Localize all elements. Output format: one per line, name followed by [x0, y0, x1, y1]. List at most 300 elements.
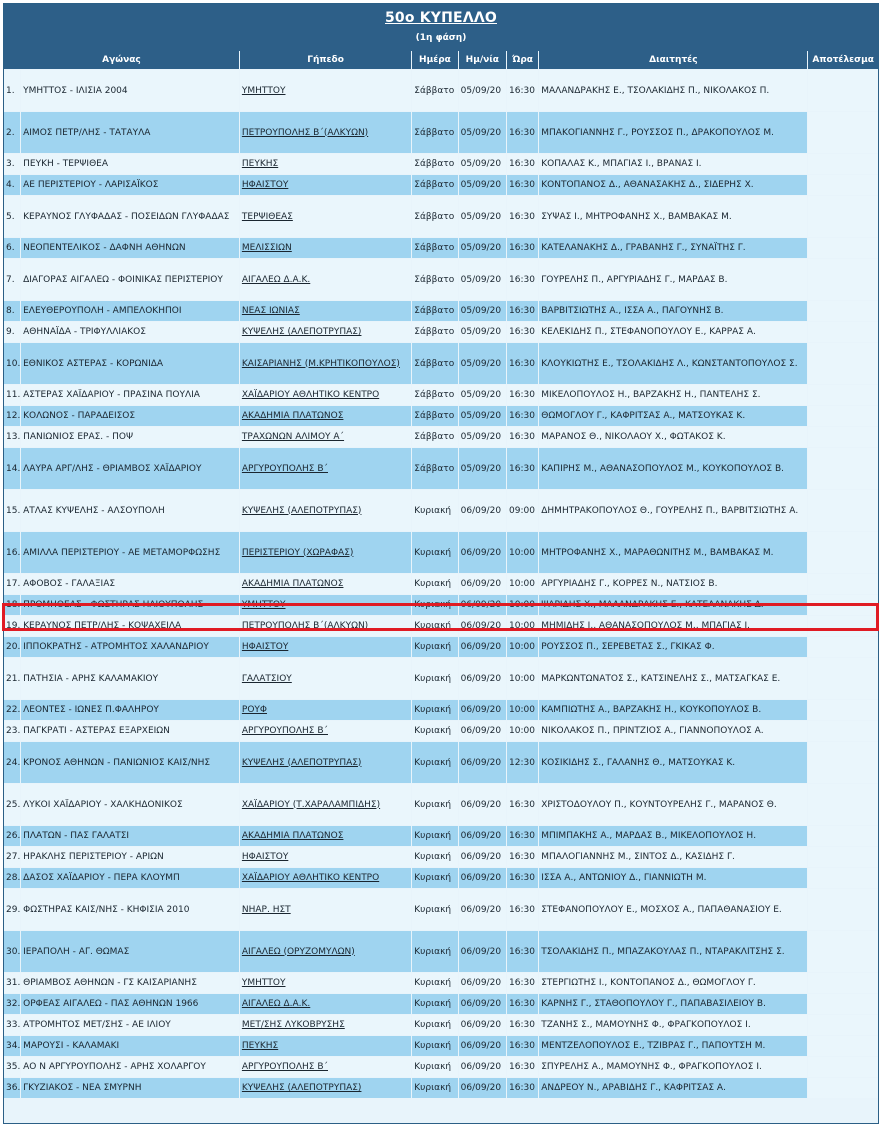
match-name: ΛΕΟΝΤΕΣ - ΙΩΝΕΣ Π.ΦΑΛΗΡΟΥ — [21, 700, 239, 720]
field-link-text[interactable]: ΝΕΑΣ ΙΩΝΙΑΣ — [241, 306, 300, 316]
row-number: 34. — [4, 1036, 20, 1056]
result-cell — [808, 385, 878, 405]
match-day: Κυριακή — [412, 889, 457, 930]
field-link[interactable] — [240, 742, 411, 783]
field-link[interactable] — [240, 1057, 411, 1077]
match-date: 06/09/20 — [459, 658, 506, 699]
referees: ΚΟΝΤΟΠΑΝΟΣ Δ., ΑΘΑΝΑΣΑΚΗΣ Δ., ΣΙΔΕΡΗΣ Χ. — [539, 175, 807, 195]
match-day: Κυριακή — [412, 574, 457, 594]
table-row — [4, 784, 878, 825]
table-row — [4, 343, 878, 384]
match-name: ΔΑΣΟΣ ΧΑΪΔΑΡΙΟΥ - ΠΕΡΑ ΚΛΟΥΜΠ — [21, 868, 239, 888]
referees: ΚΑΠΙΡΗΣ Μ., ΑΘΑΝΑΣΟΠΟΥΛΟΣ Μ., ΚΟΥΚΟΠΟΥΛΟΣ Β. — [539, 448, 807, 489]
match-day: Σάββατο — [412, 406, 457, 426]
row-number: 1. — [4, 70, 20, 111]
field-link[interactable] — [240, 490, 411, 531]
referees: ΜΑΡΑΝΟΣ Θ., ΝΙΚΟΛΑΟΥ Χ., ΦΩΤΑΚΟΣ Κ. — [539, 427, 807, 447]
field-link-text[interactable]: ΑΚΑΔΗΜΙΑ ΠΛΑΤΩΝΟΣ — [241, 831, 344, 841]
result-cell — [808, 994, 878, 1014]
field-link-text[interactable]: ΡΟΥΦ — [241, 705, 267, 715]
table-row — [4, 301, 878, 321]
match-time: 16:30 — [507, 889, 538, 930]
referees: ΚΛΟΥΚΙΩΤΗΣ Ε., ΤΣΟΛΑΚΙΔΗΣ Λ., ΚΩΝΣΤΑΝΤΟΠΟΥΛΟΣ Σ. — [539, 343, 807, 384]
referees: ΙΣΣΑ Α., ΑΝΤΩΝΙΟΥ Δ., ΓΙΑΝΝΙΩΤΗ Μ. — [539, 868, 807, 888]
match-date: 06/09/20 — [459, 1057, 506, 1077]
field-link[interactable] — [240, 196, 411, 237]
result-cell — [808, 868, 878, 888]
match-name: ΘΡΙΑΜΒΟΣ ΑΘΗΝΩΝ - ΓΣ ΚΑΙΣΑΡΙΑΝΗΣ — [21, 973, 239, 993]
result-cell — [808, 196, 878, 237]
match-date: 06/09/20 — [459, 721, 506, 741]
field-link[interactable] — [240, 721, 411, 741]
match-name: ΗΡΑΚΛΗΣ ΠΕΡΙΣΤΕΡΙΟΥ - ΑΡΙΩΝ — [21, 847, 239, 867]
match-time: 16:30 — [507, 301, 538, 321]
match-name: ΓΚΥΖΙΑΚΟΣ - ΝΕΑ ΣΜΥΡΝΗ — [21, 1078, 239, 1098]
row-number: 13. — [4, 427, 20, 447]
referees: ΜΠΑΛΟΓΙΑΝΝΗΣ Μ., ΣΙΝΤΟΣ Δ., ΚΑΣΙΔΗΣ Γ. — [539, 847, 807, 867]
result-cell — [808, 322, 878, 342]
match-date: 06/09/20 — [459, 889, 506, 930]
table-row — [4, 637, 878, 657]
field-link-text[interactable]: ΤΡΑΧΩΝΩΝ ΑΛΙΜΟΥ Α΄ — [241, 432, 345, 442]
row-number: 22. — [4, 700, 20, 720]
table-row — [4, 238, 878, 258]
result-cell — [808, 301, 878, 321]
match-day: Σάββατο — [412, 385, 457, 405]
field-link-text[interactable]: ΑΙΓΑΛΕΩ (ΟΡΥΖΟΜΥΛΩΝ) — [241, 946, 355, 957]
match-time: 16:30 — [507, 931, 538, 972]
match-date: 05/09/20 — [459, 301, 506, 321]
field-link-text[interactable]: ΑΡΓΥΡΟΥΠΟΛΗΣ Β΄ — [241, 726, 328, 736]
table-row — [4, 322, 878, 342]
match-date: 06/09/20 — [459, 490, 506, 531]
table-row — [4, 931, 878, 972]
result-cell — [808, 637, 878, 657]
field-link-text[interactable]: ΠΕΤΡΟΥΠΟΛΗΣ Β΄(ΑΛΚΥΩΝ) — [241, 621, 369, 631]
row-number: 2. — [4, 112, 20, 153]
field-link[interactable] — [240, 700, 411, 720]
table-row — [4, 1036, 878, 1056]
referees: ΚΕΛΕΚΙΔΗΣ Π., ΣΤΕΦΑΝΟΠΟΥΛΟΥ Ε., ΚΑΡΡΑΣ Α. — [539, 322, 807, 342]
match-date: 06/09/20 — [459, 994, 506, 1014]
match-day: Κυριακή — [412, 742, 457, 783]
field-link[interactable] — [240, 532, 411, 573]
match-day: Κυριακή — [412, 994, 457, 1014]
field-link-text[interactable]: ΥΜΗΤΤΟΥ — [241, 978, 286, 988]
row-number: 25. — [4, 784, 20, 825]
field-link[interactable] — [240, 616, 411, 636]
field-link[interactable] — [240, 406, 411, 426]
match-day: Σάββατο — [412, 196, 457, 237]
page-subtitle: (1η φάση) — [415, 33, 467, 43]
match-date: 06/09/20 — [459, 595, 506, 615]
field-link-text[interactable]: ΚΥΨΕΛΗΣ (ΑΛΕΠΟΤΡΥΠΑΣ) — [241, 1083, 362, 1093]
match-time: 09:00 — [507, 490, 538, 531]
referees: ΜΕΝΤΖΕΛΟΠΟΥΛΟΣ Ε., ΤΖΙΒΡΑΣ Γ., ΠΑΠΟΥΤΣΗ Μ. — [539, 1036, 807, 1056]
match-day: Κυριακή — [412, 847, 457, 867]
referees: ΒΑΡΒΙΤΣΙΩΤΗΣ Α., ΙΣΣΑ Α., ΠΑΓΟΥΝΗΣ Β. — [539, 301, 807, 321]
table-row — [4, 112, 878, 153]
field-link[interactable] — [240, 994, 411, 1014]
match-name: ΠΑΤΗΣΙΑ - ΑΡΗΣ ΚΑΛΑΜΑΚΙΟΥ — [21, 658, 239, 699]
col-header-date: Ημ/νία — [459, 51, 506, 69]
field-link[interactable] — [240, 574, 411, 594]
referees: ΜΗΤΡΟΦΑΝΗΣ Χ., ΜΑΡΑΘΩΝΙΤΗΣ Μ., ΒΑΜΒΑΚΑΣ Μ. — [539, 532, 807, 573]
match-time: 16:30 — [507, 427, 538, 447]
referees: ΑΡΓΥΡΙΑΔΗΣ Γ., ΚΟΡΡΕΣ Ν., ΝΑΤΣΙΟΣ Β. — [539, 574, 807, 594]
field-link[interactable] — [240, 322, 411, 342]
match-time: 16:30 — [507, 1078, 538, 1098]
field-link-text[interactable]: ΜΕΤ/ΣΗΣ ΛΥΚΟΒΡΥΣΗΣ — [241, 1020, 345, 1030]
match-date: 05/09/20 — [459, 385, 506, 405]
match-name: ΥΜΗΤΤΟΣ - ΙΛΙΣΙΑ 2004 — [21, 70, 239, 111]
field-link-text[interactable]: ΠΕΥΚΗΣ — [241, 1041, 279, 1051]
row-number: 19. — [4, 616, 20, 636]
field-link-text[interactable]: ΜΕΛΙΣΣΙΩΝ — [241, 243, 292, 253]
title-bar — [4, 4, 878, 51]
referees: ΜΗΜΙΔΗΣ Ι., ΑΘΑΝΑΣΟΠΟΥΛΟΣ Μ., ΜΠΑΓΙΑΣ Ι. — [539, 616, 807, 636]
result-cell — [808, 574, 878, 594]
referees: ΜΠΑΚΟΓΙΑΝΝΗΣ Γ., ΡΟΥΣΣΟΣ Π., ΔΡΑΚΟΠΟΥΛΟΣ Μ. — [539, 112, 807, 153]
match-day: Σάββατο — [412, 70, 457, 111]
field-link-text[interactable]: ΠΕΤΡΟΥΠΟΛΗΣ Β΄(ΑΛΚΥΩΝ) — [241, 127, 369, 138]
match-day: Κυριακή — [412, 1036, 457, 1056]
field-link[interactable] — [240, 931, 411, 972]
table-row — [4, 658, 878, 699]
result-cell — [808, 259, 878, 300]
referees: ΡΟΥΣΣΟΣ Π., ΣΕΡΕΒΕΤΑΣ Σ., ΓΚΙΚΑΣ Φ. — [539, 637, 807, 657]
field-link-text[interactable]: ΑΚΑΔΗΜΙΑ ΠΛΑΤΩΝΟΣ — [241, 411, 344, 421]
field-link-text[interactable]: ΧΑΪΔΑΡΙΟΥ ΑΘΛΗΤΙΚΟ ΚΕΝΤΡΟ — [241, 873, 380, 883]
match-time: 16:30 — [507, 1036, 538, 1056]
match-day: Κυριακή — [412, 1078, 457, 1098]
field-link[interactable] — [240, 595, 411, 615]
referees: ΚΟΠΑΛΑΣ Κ., ΜΠΑΓΙΑΣ Ι., ΒΡΑΝΑΣ Ι. — [539, 154, 807, 174]
match-name: ΚΕΡΑΥΝΟΣ ΠΕΤΡ/ΛΗΣ - ΚΟΨΑΧΕΙΛΑ — [21, 616, 239, 636]
match-time: 10:00 — [507, 700, 538, 720]
field-link[interactable] — [240, 847, 411, 867]
match-time: 16:30 — [507, 343, 538, 384]
table-row — [4, 532, 878, 573]
referees: ΜΠΙΜΠΑΚΗΣ Α., ΜΑΡΔΑΣ Β., ΜΙΚΕΛΟΠΟΥΛΟΣ Η. — [539, 826, 807, 846]
row-number: 31. — [4, 973, 20, 993]
row-number: 6. — [4, 238, 20, 258]
match-day: Σάββατο — [412, 448, 457, 489]
field-link[interactable] — [240, 70, 411, 111]
row-number: 18. — [4, 595, 20, 615]
result-cell — [808, 406, 878, 426]
result-cell — [808, 1015, 878, 1035]
row-number: 15. — [4, 490, 20, 531]
result-cell — [808, 721, 878, 741]
row-number: 28. — [4, 868, 20, 888]
match-time: 16:30 — [507, 868, 538, 888]
table-row — [4, 385, 878, 405]
field-link[interactable] — [240, 868, 411, 888]
result-cell — [808, 70, 878, 111]
field-link[interactable] — [240, 637, 411, 657]
table-row — [4, 1015, 878, 1035]
match-time: 10:00 — [507, 721, 538, 741]
result-cell — [808, 1078, 878, 1098]
referees: ΑΝΔΡΕΟΥ Ν., ΑΡΑΒΙΔΗΣ Γ., ΚΑΦΡΙΤΣΑΣ Α. — [539, 1078, 807, 1098]
table-row — [4, 826, 878, 846]
referees: ΣΤΕΦΑΝΟΠΟΥΛΟΥ Ε., ΜΟΣΧΟΣ Α., ΠΑΠΑΘΑΝΑΣΙΟΥ Ε. — [539, 889, 807, 930]
match-day: Σάββατο — [412, 301, 457, 321]
row-number: 7. — [4, 259, 20, 300]
match-date: 05/09/20 — [459, 175, 506, 195]
match-day: Σάββατο — [412, 343, 457, 384]
field-link[interactable] — [240, 385, 411, 405]
match-name: ΟΡΦΕΑΣ ΑΙΓΑΛΕΩ - ΠΑΣ ΑΘΗΝΩΝ 1966 — [21, 994, 239, 1014]
match-day: Κυριακή — [412, 1015, 457, 1035]
match-time: 12:30 — [507, 742, 538, 783]
match-name: ΙΕΡΑΠΟΛΗ - ΑΓ. ΘΩΜΑΣ — [21, 931, 239, 972]
field-link-text[interactable]: ΓΑΛΑΤΣΙΟΥ — [241, 673, 292, 684]
page-title[interactable]: 50ο ΚΥΠΕΛΛΟ — [384, 10, 497, 26]
row-number: 5. — [4, 196, 20, 237]
field-link-text[interactable]: ΑΙΓΑΛΕΩ Δ.Α.Κ. — [241, 274, 311, 285]
field-link[interactable] — [240, 1036, 411, 1056]
match-name: ΛΥΚΟΙ ΧΑΪΔΑΡΙΟΥ - ΧΑΛΚΗΔΟΝΙΚΟΣ — [21, 784, 239, 825]
field-link[interactable] — [240, 784, 411, 825]
match-name: ΑΤΡΟΜΗΤΟΣ ΜΕΤ/ΣΗΣ - ΑΕ ΙΛΙΟΥ — [21, 1015, 239, 1035]
match-day: Κυριακή — [412, 868, 457, 888]
match-date: 05/09/20 — [459, 112, 506, 153]
field-link-text[interactable]: ΠΕΡΙΣΤΕΡΙΟΥ (ΧΩΡΑΦΑΣ) — [241, 547, 354, 558]
field-link[interactable] — [240, 154, 411, 174]
table-row — [4, 154, 878, 174]
field-link-text[interactable]: ΠΕΥΚΗΣ — [241, 159, 279, 169]
match-day: Κυριακή — [412, 973, 457, 993]
field-link-text[interactable]: ΚΑΙΣΑΡΙΑΝΗΣ (Μ.ΚΡΗΤΙΚΟΠΟΥΛΟΣ) — [241, 358, 400, 369]
field-link[interactable] — [240, 427, 411, 447]
match-time: 16:30 — [507, 784, 538, 825]
match-date: 06/09/20 — [459, 1078, 506, 1098]
match-name: ΙΠΠΟΚΡΑΤΗΣ - ΑΤΡΟΜΗΤΟΣ ΧΑΛΑΝΔΡΙΟΥ — [21, 637, 239, 657]
match-name: ΔΙΑΓΟΡΑΣ ΑΙΓΑΛΕΩ - ΦΟΙΝΙΚΑΣ ΠΕΡΙΣΤΕΡΙΟΥ — [21, 259, 239, 300]
field-link-text[interactable]: ΗΦΑΙΣΤΟΥ — [241, 852, 289, 862]
referees: ΚΑΡΝΗΣ Γ., ΣΤΑΘΟΠΟΥΛΟΥ Γ., ΠΑΠΑΒΑΣΙΛΕΙΟΥ Β. — [539, 994, 807, 1014]
field-link[interactable] — [240, 238, 411, 258]
table-row — [4, 994, 878, 1014]
match-day: Σάββατο — [412, 259, 457, 300]
match-name: ΑΟ Ν ΑΡΓΥΡΟΥΠΟΛΗΣ - ΑΡΗΣ ΧΟΛΑΡΓΟΥ — [21, 1057, 239, 1077]
result-cell — [808, 154, 878, 174]
result-cell — [808, 448, 878, 489]
match-name: ΦΩΣΤΗΡΑΣ ΚΑΙΣ/ΝΗΣ - ΚΗΦΙΣΙΑ 2010 — [21, 889, 239, 930]
col-header-field: Γήπεδο — [240, 51, 411, 69]
match-date: 06/09/20 — [459, 868, 506, 888]
match-time: 16:30 — [507, 826, 538, 846]
row-number: 26. — [4, 826, 20, 846]
table-row — [4, 1078, 878, 1098]
field-link-text[interactable]: ΚΥΨΕΛΗΣ (ΑΛΕΠΟΤΡΥΠΑΣ) — [241, 505, 362, 516]
table-row — [4, 259, 878, 300]
field-link-text[interactable]: ΗΦΑΙΣΤΟΥ — [241, 642, 289, 652]
match-name: ΝΕΟΠΕΝΤΕΛΙΚΟΣ - ΔΑΦΝΗ ΑΘΗΝΩΝ — [21, 238, 239, 258]
field-link[interactable] — [240, 973, 411, 993]
match-name: ΑΘΗΝΑΪΔΑ - ΤΡΙΦΥΛΛΙΑΚΟΣ — [21, 322, 239, 342]
field-link[interactable] — [240, 259, 411, 300]
match-date: 06/09/20 — [459, 616, 506, 636]
match-day: Κυριακή — [412, 637, 457, 657]
match-time: 10:00 — [507, 532, 538, 573]
row-number: 24. — [4, 742, 20, 783]
field-link[interactable] — [240, 175, 411, 195]
match-name: ΠΕΥΚΗ - ΤΕΡΨΙΘΕΑ — [21, 154, 239, 174]
row-number: 21. — [4, 658, 20, 699]
result-cell — [808, 658, 878, 699]
match-time: 16:30 — [507, 112, 538, 153]
match-time: 10:00 — [507, 637, 538, 657]
match-day: Κυριακή — [412, 490, 457, 531]
field-link-text[interactable]: ΥΜΗΤΤΟΥ — [241, 85, 286, 96]
match-time: 10:00 — [507, 658, 538, 699]
referees: ΤΣΟΛΑΚΙΔΗΣ Π., ΜΠΑΖΑΚΟΥΛΑΣ Π., ΝΤΑΡΑΚΛΙΤΣΗΣ Σ. — [539, 931, 807, 972]
match-day: Σάββατο — [412, 322, 457, 342]
row-number: 4. — [4, 175, 20, 195]
match-date: 06/09/20 — [459, 973, 506, 993]
field-link[interactable] — [240, 448, 411, 489]
row-number: 11. — [4, 385, 20, 405]
table-row — [4, 616, 878, 636]
field-link-text[interactable]: ΧΑΪΔΑΡΙΟΥ (Τ.ΧΑΡΑΛΑΜΠΙΔΗΣ) — [241, 799, 381, 810]
result-cell — [808, 616, 878, 636]
match-date: 05/09/20 — [459, 154, 506, 174]
field-link-text[interactable]: ΚΥΨΕΛΗΣ (ΑΛΕΠΟΤΡΥΠΑΣ) — [241, 757, 362, 768]
match-day: Σάββατο — [412, 154, 457, 174]
match-time: 10:00 — [507, 574, 538, 594]
col-header-result: Αποτέλεσμα — [808, 51, 878, 69]
row-number: 27. — [4, 847, 20, 867]
referees: ΜΑΛΑΝΔΡΑΚΗΣ Ε., ΤΣΟΛΑΚΙΔΗΣ Π., ΝΙΚΟΛΑΚΟΣ Π. — [539, 70, 807, 111]
table-row — [4, 595, 878, 615]
match-date: 06/09/20 — [459, 574, 506, 594]
match-date: 05/09/20 — [459, 448, 506, 489]
match-day: Σάββατο — [412, 238, 457, 258]
match-date: 06/09/20 — [459, 931, 506, 972]
referees: ΝΙΚΟΛΑΚΟΣ Π., ΠΡΙΝΤΖΙΟΣ Α., ΓΙΑΝΝΟΠΟΥΛΟΣ Α. — [539, 721, 807, 741]
referees: ΤΖΑΝΗΣ Σ., ΜΑΜΟΥΝΗΣ Φ., ΦΡΑΓΚΟΠΟΥΛΟΣ Ι. — [539, 1015, 807, 1035]
match-day: Σάββατο — [412, 427, 457, 447]
row-number: 17. — [4, 574, 20, 594]
field-link[interactable] — [240, 112, 411, 153]
result-cell — [808, 490, 878, 531]
table-row — [4, 427, 878, 447]
match-time: 10:00 — [507, 595, 538, 615]
field-link-text[interactable]: ΤΕΡΨΙΘΕΑΣ — [241, 211, 293, 222]
match-time: 16:30 — [507, 154, 538, 174]
table-row — [4, 406, 878, 426]
result-cell — [808, 1036, 878, 1056]
field-link-text[interactable]: ΑΡΓΥΡΟΥΠΟΛΗΣ Β΄ — [241, 1062, 328, 1072]
col-header-referees: Διαιτητές — [539, 51, 807, 69]
match-name: ΜΑΡΟΥΣΙ - ΚΑΛΑΜΑΚΙ — [21, 1036, 239, 1056]
match-date: 05/09/20 — [459, 70, 506, 111]
field-link-text[interactable]: ΗΦΑΙΣΤΟΥ — [241, 180, 289, 190]
match-name: ΑΕ ΠΕΡΙΣΤΕΡΙΟΥ - ΛΑΡΙΣΑΪΚΟΣ — [21, 175, 239, 195]
result-cell — [808, 595, 878, 615]
match-day: Κυριακή — [412, 784, 457, 825]
row-number: 35. — [4, 1057, 20, 1077]
match-name: ΕΛΕΥΘΕΡΟΥΠΟΛΗ - ΑΜΠΕΛΟΚΗΠΟΙ — [21, 301, 239, 321]
result-cell — [808, 700, 878, 720]
match-day: Κυριακή — [412, 826, 457, 846]
result-cell — [808, 847, 878, 867]
match-date: 06/09/20 — [459, 847, 506, 867]
field-link-text[interactable]: ΚΥΨΕΛΗΣ (ΑΛΕΠΟΤΡΥΠΑΣ) — [241, 327, 362, 337]
match-name: ΕΘΝΙΚΟΣ ΑΣΤΕΡΑΣ - ΚΟΡΩΝΙΔΑ — [21, 343, 239, 384]
field-link[interactable] — [240, 1015, 411, 1035]
result-cell — [808, 532, 878, 573]
table-row — [4, 70, 878, 111]
field-link-text[interactable]: ΧΑΪΔΑΡΙΟΥ ΑΘΛΗΤΙΚΟ ΚΕΝΤΡΟ — [241, 390, 380, 400]
field-link-text[interactable]: ΥΜΗΤΤΟΥ — [241, 600, 286, 610]
match-time: 16:30 — [507, 973, 538, 993]
referees: ΚΑΜΠΙΩΤΗΣ Α., ΒΑΡΖΑΚΗΣ Η., ΚΟΥΚΟΠΟΥΛΟΣ Β. — [539, 700, 807, 720]
field-link-text[interactable]: ΑΙΓΑΛΕΩ Δ.Α.Κ. — [241, 999, 311, 1009]
field-link[interactable] — [240, 1078, 411, 1098]
table-row — [4, 700, 878, 720]
match-date: 05/09/20 — [459, 259, 506, 300]
result-cell — [808, 889, 878, 930]
match-date: 06/09/20 — [459, 1015, 506, 1035]
field-link-text[interactable]: ΑΚΑΔΗΜΙΑ ΠΛΑΤΩΝΟΣ — [241, 579, 344, 589]
match-day: Σάββατο — [412, 175, 457, 195]
match-name: ΑΤΛΑΣ ΚΥΨΕΛΗΣ - ΑΛΣΟΥΠΟΛΗ — [21, 490, 239, 531]
table-row — [4, 448, 878, 489]
table-row — [4, 196, 878, 237]
match-name: ΚΕΡΑΥΝΟΣ ΓΛΥΦΑΔΑΣ - ΠΟΣΕΙΔΩΝ ΓΛΥΦΑΔΑΣ — [21, 196, 239, 237]
field-link[interactable] — [240, 658, 411, 699]
row-number: 8. — [4, 301, 20, 321]
table-header-row — [4, 51, 878, 69]
table-row — [4, 742, 878, 783]
match-name: ΠΑΓΚΡΑΤΙ - ΑΣΤΕΡΑΣ ΕΞΑΡΧΕΙΩΝ — [21, 721, 239, 741]
field-link[interactable] — [240, 889, 411, 930]
field-link[interactable] — [240, 343, 411, 384]
result-cell — [808, 343, 878, 384]
match-time: 16:30 — [507, 322, 538, 342]
match-day: Κυριακή — [412, 595, 457, 615]
match-name: ΑΜΙΛΛΑ ΠΕΡΙΣΤΕΡΙΟΥ - ΑΕ ΜΕΤΑΜΟΡΦΩΣΗΣ — [21, 532, 239, 573]
table-row — [4, 1057, 878, 1077]
field-link[interactable] — [240, 301, 411, 321]
field-link-text[interactable]: ΑΡΓΥΡΟΥΠΟΛΗΣ Β΄ — [241, 463, 328, 474]
match-day: Κυριακή — [412, 700, 457, 720]
match-day: Κυριακή — [412, 658, 457, 699]
referees: ΜΙΚΕΛΟΠΟΥΛΟΣ Η., ΒΑΡΖΑΚΗΣ Η., ΠΑΝΤΕΛΗΣ Σ. — [539, 385, 807, 405]
table-row — [4, 574, 878, 594]
cup-fixtures-panel — [3, 3, 879, 1124]
match-time: 16:30 — [507, 406, 538, 426]
match-name: ΠΡΟΜΗΘΕΑΣ - ΦΩΣΤΗΡΑΣ ΗΛΙΟΥΠΟΛΗΣ — [21, 595, 239, 615]
result-cell — [808, 427, 878, 447]
table-row — [4, 868, 878, 888]
match-name: ΚΡΟΝΟΣ ΑΘΗΝΩΝ - ΠΑΝΙΩΝΙΟΣ ΚΑΙΣ/ΝΗΣ — [21, 742, 239, 783]
match-name: ΑΦΟΒΟΣ - ΓΑΛΑΞΙΑΣ — [21, 574, 239, 594]
row-number: 30. — [4, 931, 20, 972]
match-date: 05/09/20 — [459, 322, 506, 342]
result-cell — [808, 1057, 878, 1077]
match-date: 06/09/20 — [459, 700, 506, 720]
result-cell — [808, 784, 878, 825]
field-link[interactable] — [240, 826, 411, 846]
field-link-text[interactable]: ΝΗΑΡ. ΗΣΤ — [241, 904, 291, 915]
match-day: Σάββατο — [412, 112, 457, 153]
match-date: 05/09/20 — [459, 427, 506, 447]
